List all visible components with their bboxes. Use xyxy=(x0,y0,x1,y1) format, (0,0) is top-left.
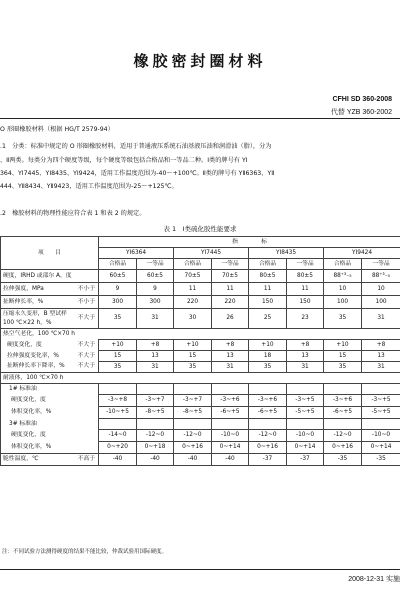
value-cell: 220 xyxy=(212,296,249,309)
value-cell: 300 xyxy=(137,296,174,309)
value-cell: 31 xyxy=(212,362,249,373)
value-cell: 15 xyxy=(99,351,137,362)
value-cell: -8~+5 xyxy=(174,407,212,419)
value-cell: 11 xyxy=(212,283,249,296)
grade-header: YI7445 xyxy=(174,248,249,259)
value-cell: 150 xyxy=(287,296,324,309)
row-unit: 不小于 xyxy=(69,296,99,309)
value-cell: -12~0 xyxy=(249,430,287,442)
value-cell: 18 xyxy=(249,351,287,362)
table-row xyxy=(1,384,400,395)
table-row xyxy=(1,237,400,248)
row-label: 硬度变化，度 xyxy=(1,430,99,442)
row-label: 脆性温度，℃ xyxy=(1,454,69,466)
paragraph-line: .1 分类：标准中规定的 O 形圈橡胶材料，适用于普通液压系统石油基液压油和润滑油（脂），分为 xyxy=(0,143,272,150)
value-cell: 31 xyxy=(137,309,174,329)
value-cell: 220 xyxy=(174,296,212,309)
section-heading: O 形圈橡胶材料（根据 HG/T 2579-94） xyxy=(0,126,114,133)
value-cell: 0~+20 xyxy=(99,442,137,454)
value-cell: 26 xyxy=(212,309,249,329)
row-label: 硬度变化，度 xyxy=(1,340,69,351)
value-cell xyxy=(99,419,137,430)
value-cell: 11 xyxy=(174,283,212,296)
value-cell: 13 xyxy=(362,351,400,362)
table-row xyxy=(1,309,400,329)
value-cell: -3~+6 xyxy=(249,395,287,407)
value-cell: -3~+5 xyxy=(287,395,324,407)
value-cell: 80±5 xyxy=(287,270,324,283)
value-cell xyxy=(212,419,249,430)
value-cell xyxy=(287,419,324,430)
row-label xyxy=(1,283,69,296)
value-cell: 0~+16 xyxy=(174,442,212,454)
value-cell: 10 xyxy=(362,283,400,296)
qualified-header: 合格品 xyxy=(99,259,137,270)
row-label: 硬度，IRHD 或邵尔 A，度 xyxy=(1,270,99,283)
value-cell: -3~+6 xyxy=(324,395,362,407)
row-label-text: 压缩永久变形，B 型试样 xyxy=(3,310,67,317)
value-cell: -40 xyxy=(137,454,174,466)
value-cell: 13 xyxy=(287,351,324,362)
first-class-header: 一等品 xyxy=(212,259,249,270)
value-cell: +10 xyxy=(174,340,212,351)
value-cell: 11 xyxy=(249,283,287,296)
table-row xyxy=(1,430,400,442)
value-cell: 15 xyxy=(324,351,362,362)
value-cell: -40 xyxy=(99,454,137,466)
table-caption: 表 1 Ⅰ类硫化胶性能要求 xyxy=(163,225,237,233)
value-cell: 0~+14 xyxy=(362,442,400,454)
value-cell: 13 xyxy=(212,351,249,362)
value-cell: +8 xyxy=(362,340,400,351)
table-row xyxy=(1,395,400,407)
first-class-header: 一等品 xyxy=(287,259,324,270)
table-row xyxy=(1,296,400,309)
table-row xyxy=(1,362,400,373)
value-cell: +8 xyxy=(137,340,174,351)
value-cell: -12~0 xyxy=(324,430,362,442)
value-cell: -5~+5 xyxy=(287,407,324,419)
row-unit: 不小于 xyxy=(69,283,99,296)
row-label xyxy=(1,309,69,329)
value-cell: +10 xyxy=(249,340,287,351)
value-cell: -10~0 xyxy=(287,430,324,442)
value-cell: 30 xyxy=(174,309,212,329)
value-cell: -3~+8 xyxy=(99,395,137,407)
value-cell: 0~+16 xyxy=(249,442,287,454)
value-cell xyxy=(174,384,212,395)
table-row xyxy=(1,407,400,419)
value-cell: 23 xyxy=(287,309,324,329)
value-cell: 60±5 xyxy=(99,270,137,283)
value-cell: -3~+7 xyxy=(137,395,174,407)
row-label: 硬度变化，度 xyxy=(1,395,99,407)
table-row xyxy=(1,373,400,384)
value-cell: -35 xyxy=(324,454,362,466)
value-cell: +8 xyxy=(287,340,324,351)
value-cell xyxy=(287,384,324,395)
value-cell: 0~+18 xyxy=(137,442,174,454)
value-cell xyxy=(362,419,400,430)
value-cell: -3~+5 xyxy=(362,395,400,407)
value-cell: 35 xyxy=(99,362,137,373)
value-cell: 9 xyxy=(99,283,137,296)
row-label-text: 拉伸强度，MPa xyxy=(3,285,44,292)
value-cell: 35 xyxy=(324,309,362,329)
value-cell: 70±5 xyxy=(212,270,249,283)
table-row xyxy=(1,454,400,466)
row-label: 扯断伸长率下降率，% xyxy=(1,362,69,373)
table-row xyxy=(1,442,400,454)
value-cell: 70±5 xyxy=(174,270,212,283)
header-rule xyxy=(0,118,400,119)
row-unit: 不大于 xyxy=(69,351,99,362)
table-row xyxy=(1,351,400,362)
paragraph-line: 、Ⅱ两类。每类分为四个硬度等级，每个硬度等级包括合格品和一等品二种。Ⅰ类的牌号有 YⅠ xyxy=(0,157,248,164)
value-cell xyxy=(99,384,137,395)
value-cell: 11 xyxy=(287,283,324,296)
row-label: 拉伸强度变化率，% xyxy=(1,351,69,362)
value-cell: +10 xyxy=(324,340,362,351)
aging-title: 热空气老化，100 ℃×70 h xyxy=(1,329,400,340)
value-cell: -8~+5 xyxy=(137,407,174,419)
qualified-header: 合格品 xyxy=(249,259,287,270)
first-class-header: 一等品 xyxy=(137,259,174,270)
qualified-header: 合格品 xyxy=(324,259,362,270)
value-cell: -12~0 xyxy=(137,430,174,442)
value-cell: 31 xyxy=(137,362,174,373)
table-note: 注：不同试验方法测得硬度的结果不能比较，仲裁试验用国际硬度。 xyxy=(2,549,168,555)
grade-header: YI8435 xyxy=(249,248,324,259)
standard-code: CFHI SD 360-2008 xyxy=(332,96,392,103)
value-cell: 31 xyxy=(287,362,324,373)
paragraph-line: 364、YⅠ7445、YⅠ8435、YⅠ9424，适用工作温度范围为-40～+100℃。Ⅱ类的牌号有 YⅡ6363、YⅡ xyxy=(0,170,275,177)
value-cell: -12~0 xyxy=(174,430,212,442)
value-cell: 35 xyxy=(324,362,362,373)
value-cell: -37 xyxy=(287,454,324,466)
paragraph-line: 444、YⅡ8434、YⅡ9423，适用工作温度范围为-25～+125℃。 xyxy=(0,183,178,190)
value-cell xyxy=(137,419,174,430)
value-cell: -3~+6 xyxy=(212,395,249,407)
value-cell: -10~0 xyxy=(212,430,249,442)
row-unit: 不高于 xyxy=(69,454,99,466)
grade-header: YI6364 xyxy=(99,248,174,259)
value-cell: 35 xyxy=(249,362,287,373)
row-label xyxy=(1,296,69,309)
value-cell: 0~+14 xyxy=(287,442,324,454)
value-cell: 35 xyxy=(99,309,137,329)
value-cell: 13 xyxy=(137,351,174,362)
liquid-title: 耐液体，100 ℃×70 h xyxy=(1,373,400,384)
value-cell xyxy=(249,419,287,430)
value-cell: 0~+14 xyxy=(212,442,249,454)
value-cell: 150 xyxy=(249,296,287,309)
value-cell: -40 xyxy=(212,454,249,466)
value-cell xyxy=(324,384,362,395)
value-cell xyxy=(174,419,212,430)
value-cell: 0~+16 xyxy=(324,442,362,454)
table-row xyxy=(1,270,400,283)
row-unit: 不大于 xyxy=(69,362,99,373)
header-item: 项 目 xyxy=(1,237,99,270)
value-cell: -40 xyxy=(174,454,212,466)
value-cell: 80±5 xyxy=(249,270,287,283)
row-label: 体积变化率，% xyxy=(1,407,99,419)
value-cell: 100 xyxy=(324,296,362,309)
header-index: 指 标 xyxy=(99,237,400,248)
value-cell xyxy=(137,384,174,395)
row-unit: 不大于 xyxy=(69,309,99,329)
effective-date: 2008-12-31 实施 xyxy=(348,576,400,583)
oil-label: 3# 标准油 xyxy=(1,419,99,430)
value-cell: -5~+5 xyxy=(362,407,400,419)
value-cell xyxy=(362,384,400,395)
value-cell xyxy=(324,419,362,430)
value-cell: -6~+5 xyxy=(324,407,362,419)
value-cell: 25 xyxy=(249,309,287,329)
document-title: 橡胶密封圈材料 xyxy=(133,52,267,70)
row-label-text: 扯断伸长率，% xyxy=(3,298,44,305)
paragraph-line: .2 橡胶材料的物理性能应符合表 1 和表 2 的规定。 xyxy=(0,210,146,217)
value-cell: -37 xyxy=(249,454,287,466)
value-cell: 10 xyxy=(324,283,362,296)
value-cell: 31 xyxy=(362,362,400,373)
value-cell: 9 xyxy=(137,283,174,296)
oil-label: 1# 标准油 xyxy=(1,384,99,395)
replaces-standard: 代替 YZB 360-2002 xyxy=(330,109,392,116)
value-cell: -35 xyxy=(362,454,400,466)
value-cell: -14~0 xyxy=(99,430,137,442)
value-cell: -6~+5 xyxy=(249,407,287,419)
value-cell: +10 xyxy=(99,340,137,351)
value-cell: 88⁺³₋₅ xyxy=(324,270,362,283)
first-class-header: 一等品 xyxy=(362,259,400,270)
qualified-header: 合格品 xyxy=(174,259,212,270)
grade-header: YI9424 xyxy=(324,248,400,259)
table-row xyxy=(1,283,400,296)
value-cell: -6~+5 xyxy=(212,407,249,419)
value-cell: 15 xyxy=(174,351,212,362)
table-row xyxy=(1,419,400,430)
table-row xyxy=(1,329,400,340)
row-label-text: 100 ℃×22 h，% xyxy=(3,319,52,326)
value-cell: 35 xyxy=(174,362,212,373)
row-label: 体积变化率，% xyxy=(1,442,99,454)
value-cell: 100 xyxy=(362,296,400,309)
value-cell: -10~0 xyxy=(362,430,400,442)
value-cell xyxy=(212,384,249,395)
value-cell: -3~+7 xyxy=(174,395,212,407)
value-cell: 31 xyxy=(362,309,400,329)
value-cell: 88⁺³₋₅ xyxy=(362,270,400,283)
value-cell: -10~+5 xyxy=(99,407,137,419)
value-cell: 300 xyxy=(99,296,137,309)
value-cell: +8 xyxy=(212,340,249,351)
row-unit: 不大于 xyxy=(69,340,99,351)
properties-table xyxy=(0,236,400,466)
value-cell: 60±5 xyxy=(137,270,174,283)
footer-rule xyxy=(0,569,400,570)
table-row xyxy=(1,340,400,351)
value-cell xyxy=(249,384,287,395)
